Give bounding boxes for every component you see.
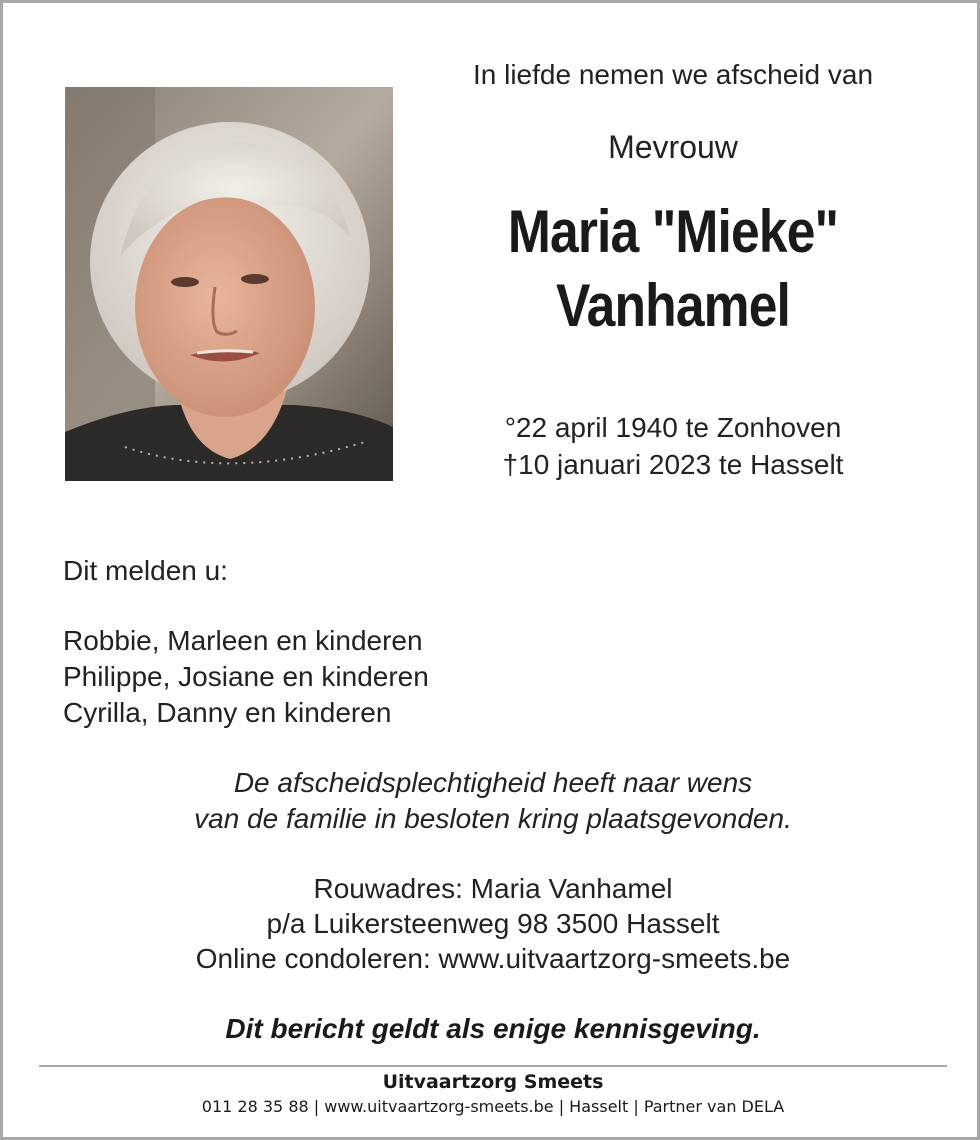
name-last-line: Vanhamel (555, 272, 791, 339)
death-date: †10 januari 2023 te Hasselt (502, 449, 844, 480)
life-dates (423, 409, 923, 483)
condolence-link[interactable]: Online condoleren: www.uitvaartzorg-smeets.be (195, 943, 791, 974)
birth-date: °22 april 1940 te Zonhoven (504, 412, 842, 443)
notice-statement: Dit bericht geldt als enige kennisgeving. (225, 1013, 761, 1044)
portrait-photo (65, 87, 393, 481)
ceremony-line: De afscheidsplechtigheid heeft naar wens (233, 767, 753, 798)
mourning-address (3, 871, 980, 976)
footer-divider (39, 1065, 947, 1067)
family-list (63, 623, 429, 731)
ceremony-note (3, 765, 980, 837)
portrait-image (65, 87, 393, 481)
funeral-home-info: 011 28 35 88 | www.uitvaartzorg-smeets.be | Hasselt | Partner van DELA (201, 1097, 785, 1116)
honorific: Mevrouw (608, 129, 738, 165)
address-street: p/a Luikersteenweg 98 3500 Hasselt (266, 908, 720, 939)
family-member: Robbie, Marleen en kinderen (63, 625, 423, 656)
deceased-name (441, 195, 905, 343)
family-member: Cyrilla, Danny en kinderen (63, 697, 392, 728)
name-first-line: Maria "Mieke" (507, 198, 839, 265)
intro-text: In liefde nemen we afscheid van (472, 59, 874, 90)
address-name: Rouwadres: Maria Vanhamel (313, 873, 673, 904)
ceremony-line: van de familie in besloten kring plaatsgevonden. (194, 803, 792, 834)
funeral-home-name: Uitvaartzorg Smeets (382, 1071, 604, 1093)
announcement-intro: Dit melden u: (63, 555, 228, 586)
family-member: Philippe, Josiane en kinderen (63, 661, 429, 692)
